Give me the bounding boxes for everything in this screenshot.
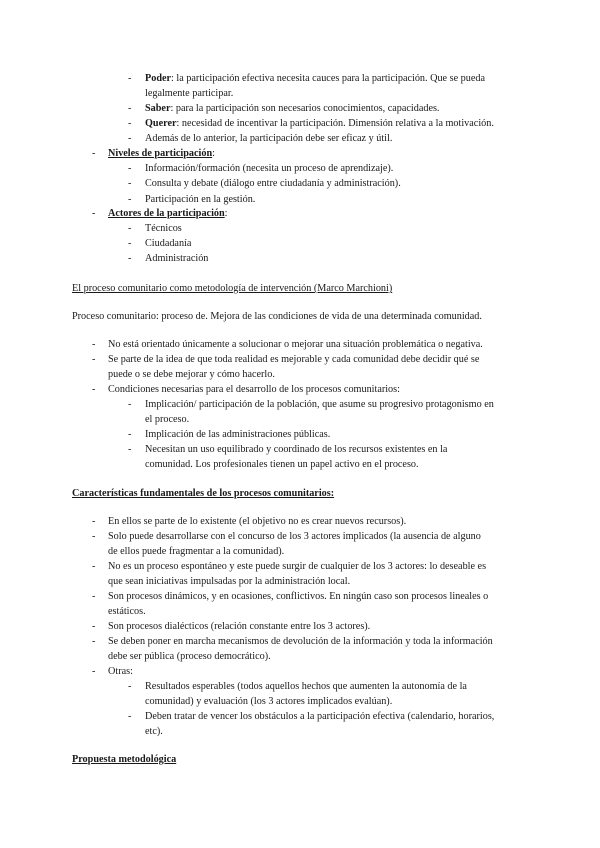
- list-item: Participación en la gestión.: [145, 194, 256, 205]
- section-title: Propuesta metodológica: [72, 754, 177, 765]
- dash: -: [128, 103, 132, 114]
- dash: -: [92, 354, 96, 365]
- dash: -: [92, 384, 96, 395]
- list-item-cont: puede o se debe mejorar y cómo hacerlo.: [108, 369, 275, 380]
- list-item: Implicación de las administraciones públicas.: [145, 429, 331, 440]
- list-item-cont: estáticos.: [108, 606, 146, 617]
- list-item: Implicación/ participación de la población, que asume su progresivo protagonismo en: [145, 399, 494, 410]
- dash: -: [128, 178, 132, 189]
- list-item-cont: comunidad) y evaluación (los 3 actores implicados evalúan).: [145, 696, 393, 707]
- list-item: Administración: [145, 253, 209, 264]
- dash: -: [128, 73, 132, 84]
- colon: :: [224, 208, 228, 219]
- list-item: Se parte de la idea de que toda realidad es mejorable y cada comunidad debe decidir qué se: [108, 354, 480, 365]
- dash: -: [128, 711, 132, 722]
- list-item-cont: legalmente participar.: [145, 88, 234, 99]
- term-poder: Poder: [145, 73, 172, 84]
- actores-heading: [108, 206, 228, 222]
- list-item: Condiciones necesarias para el desarrollo de los procesos comunitarios:: [108, 384, 400, 395]
- dash: -: [128, 223, 132, 234]
- list-item: No está orientado únicamente a solucionar o mejorar una situación problemática o negativa.: [108, 339, 483, 350]
- term-saber: Saber: [145, 103, 171, 114]
- dash: -: [128, 238, 132, 249]
- dash: -: [128, 429, 132, 440]
- dash: -: [128, 194, 132, 205]
- dash: -: [128, 163, 132, 174]
- dash: -: [92, 531, 96, 542]
- list-item-text: : necesidad de incentivar la participación. Dimensión relativa a la motivación.: [176, 118, 494, 129]
- list-item: No es un proceso espontáneo y este puede surgir de cualquier de los 3 actores: lo deseable es: [108, 561, 487, 572]
- list-item: Son procesos dinámicos, y en ocasiones, conflictivos. En ningún caso son procesos lineales o: [108, 591, 489, 602]
- list-item: [145, 116, 494, 132]
- dash: -: [92, 339, 96, 350]
- dash: -: [92, 516, 96, 527]
- dash: -: [128, 444, 132, 455]
- list-item: Resultados esperables (todos aquellos hechos que aumenten la autonomía de la: [145, 681, 467, 692]
- list-item: En ellos se parte de lo existente (el objetivo no es crear nuevos recursos).: [108, 516, 407, 527]
- dash: -: [92, 636, 96, 647]
- list-item-cont: debe ser pública (proceso democrático).: [108, 651, 271, 662]
- list-item-cont: que sean iniciativas impulsadas por la administración local.: [108, 576, 351, 587]
- dash: -: [92, 148, 96, 159]
- dash: -: [128, 399, 132, 410]
- list-item-text: : la participación efectiva necesita cauces para la participación. Que se pueda: [171, 73, 485, 84]
- list-item: Ciudadanía: [145, 238, 192, 249]
- dash: -: [128, 681, 132, 692]
- list-item-cont: de ellos puede fragmentar a la comunidad).: [108, 546, 285, 557]
- list-item: Además de lo anterior, la participación debe ser eficaz y útil.: [145, 133, 393, 144]
- niveles-title: Niveles de participación: [108, 148, 213, 159]
- term-querer: Querer: [145, 118, 177, 129]
- dash: -: [128, 253, 132, 264]
- list-item: Técnicos: [145, 223, 182, 234]
- list-item-text: : para la participación son necesarios conocimientos, capacidades.: [170, 103, 440, 114]
- list-item-cont: etc).: [145, 726, 163, 737]
- list-item: Necesitan un uso equilibrado y coordinado de los recursos existentes en la: [145, 444, 448, 455]
- dash: -: [92, 591, 96, 602]
- list-item: [145, 71, 485, 87]
- niveles-heading: [108, 146, 215, 162]
- section-title: Características fundamentales de los procesos comunitarios:: [72, 488, 335, 499]
- dash: -: [128, 133, 132, 144]
- list-item: Solo puede desarrollarse con el concurso de los 3 actores implicados (la ausencia de alguno: [108, 531, 481, 542]
- paragraph: Proceso comunitario: proceso de. Mejora de las condiciones de vida de una determinada comunidad.: [72, 311, 482, 322]
- dash: -: [92, 666, 96, 677]
- list-item: [145, 101, 439, 117]
- list-item: Se deben poner en marcha mecanismos de devolución de la información y toda la información: [108, 636, 493, 647]
- dash: -: [128, 118, 132, 129]
- list-item-cont: comunidad. Los profesionales tienen un papel activo en el proceso.: [145, 459, 419, 470]
- dash: -: [92, 208, 96, 219]
- list-item-cont: el proceso.: [145, 414, 190, 425]
- actores-title: Actores de la participación: [108, 208, 225, 219]
- list-item: Deben tratar de vencer los obstáculos a la participación efectiva (calendario, horarios,: [145, 711, 495, 722]
- list-item: Son procesos dialécticos (relación constante entre los 3 actores).: [108, 621, 371, 632]
- list-item: Información/formación (necesita un proceso de aprendizaje).: [145, 163, 394, 174]
- dash: -: [92, 561, 96, 572]
- colon: :: [212, 148, 215, 159]
- dash: -: [92, 621, 96, 632]
- list-item: Otras:: [108, 666, 133, 677]
- list-item: Consulta y debate (diálogo entre ciudadanía y administración).: [145, 178, 401, 189]
- section-title: El proceso comunitario como metodología de intervención (Marco Marchioni): [72, 283, 393, 294]
